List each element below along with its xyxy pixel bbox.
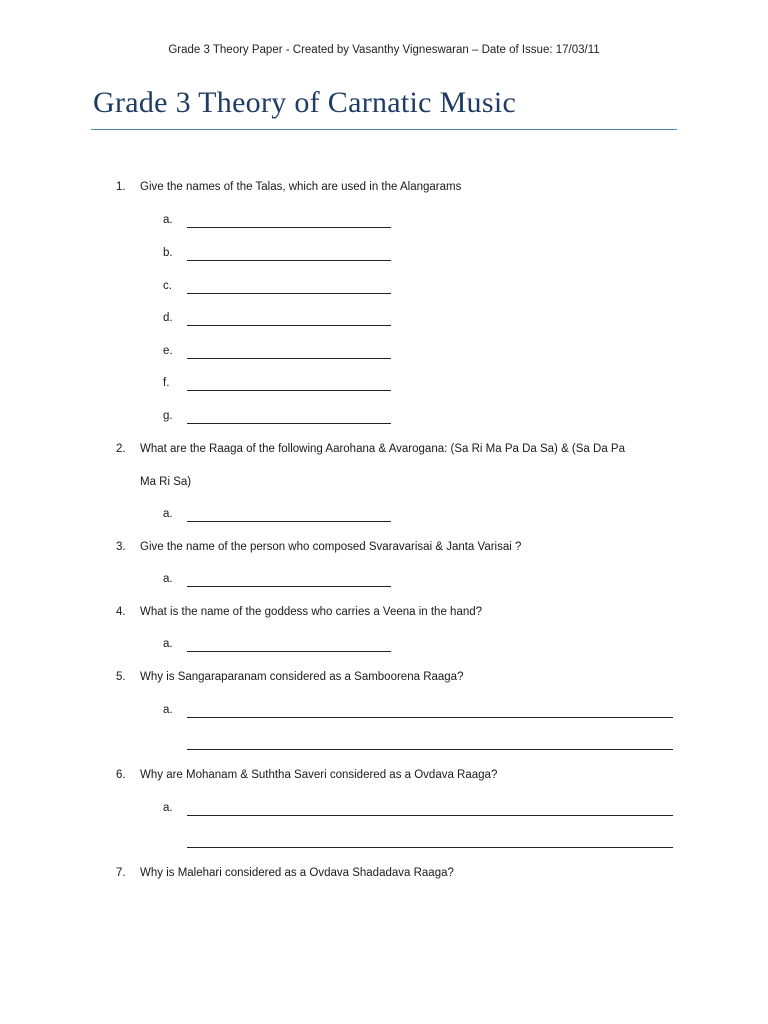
- answer-blank[interactable]: [187, 573, 391, 587]
- question-7-text: Why is Malehari considered as a Ovdava Shadadava Raaga?: [140, 867, 454, 879]
- question-1-option-b: b.: [163, 247, 173, 259]
- question-2-text-continued: Ma Ri Sa): [140, 476, 192, 488]
- answer-blank[interactable]: [187, 377, 391, 391]
- question-4-text: What is the name of the goddess who carries a Veena in the hand?: [140, 606, 483, 618]
- answer-blank[interactable]: [187, 410, 391, 424]
- question-1-option-c: c.: [163, 280, 172, 292]
- question-1-option-g: g.: [163, 410, 173, 422]
- question-4-option-a: a.: [163, 638, 173, 650]
- question-2-option-a: a.: [163, 508, 173, 520]
- question-3-option-a: a.: [163, 573, 173, 585]
- answer-blank[interactable]: [187, 508, 391, 522]
- question-1-option-f: f.: [163, 377, 170, 389]
- question-2-number: 2.: [116, 443, 126, 455]
- question-4-number: 4.: [116, 606, 126, 618]
- question-5-number: 5.: [116, 671, 126, 683]
- question-1-number: 1.: [116, 181, 126, 193]
- title-divider: [91, 129, 677, 130]
- page-title: Grade 3 Theory of Carnatic Music: [93, 86, 517, 119]
- answer-blank[interactable]: [187, 280, 391, 294]
- answer-blank[interactable]: [187, 214, 391, 228]
- question-5-text: Why is Sangaraparanam considered as a Samboorena Raaga?: [140, 671, 464, 683]
- answer-blank-continuation[interactable]: [187, 834, 673, 848]
- question-7-number: 7.: [116, 867, 126, 879]
- question-1-option-e: e.: [163, 345, 173, 357]
- page-header: Grade 3 Theory Paper - Created by Vasanthy Vigneswaran – Date of Issue: 17/03/11: [168, 44, 600, 56]
- answer-blank[interactable]: [187, 704, 673, 718]
- answer-blank[interactable]: [187, 247, 391, 261]
- question-3-text: Give the name of the person who composed Svaravarisai & Janta Varisai ?: [140, 541, 522, 553]
- answer-blank[interactable]: [187, 802, 673, 816]
- question-1-text: Give the names of the Talas, which are used in the Alangarams: [140, 181, 462, 193]
- question-1-option-a: a.: [163, 214, 173, 226]
- question-6-number: 6.: [116, 769, 126, 781]
- question-6-option-a: a.: [163, 802, 173, 814]
- answer-blank[interactable]: [187, 638, 391, 652]
- question-6-text: Why are Mohanam & Suththa Saveri considered as a Ovdava Raaga?: [140, 769, 498, 781]
- answer-blank[interactable]: [187, 312, 391, 326]
- question-5-option-a: a.: [163, 704, 173, 716]
- answer-blank[interactable]: [187, 345, 391, 359]
- question-1-option-d: d.: [163, 312, 173, 324]
- question-3-number: 3.: [116, 541, 126, 553]
- question-2-text: What are the Raaga of the following Aarohana & Avarogana: (Sa Ri Ma Pa Da Sa) & (Sa Da Pa: [140, 443, 625, 455]
- answer-blank-continuation[interactable]: [187, 736, 673, 750]
